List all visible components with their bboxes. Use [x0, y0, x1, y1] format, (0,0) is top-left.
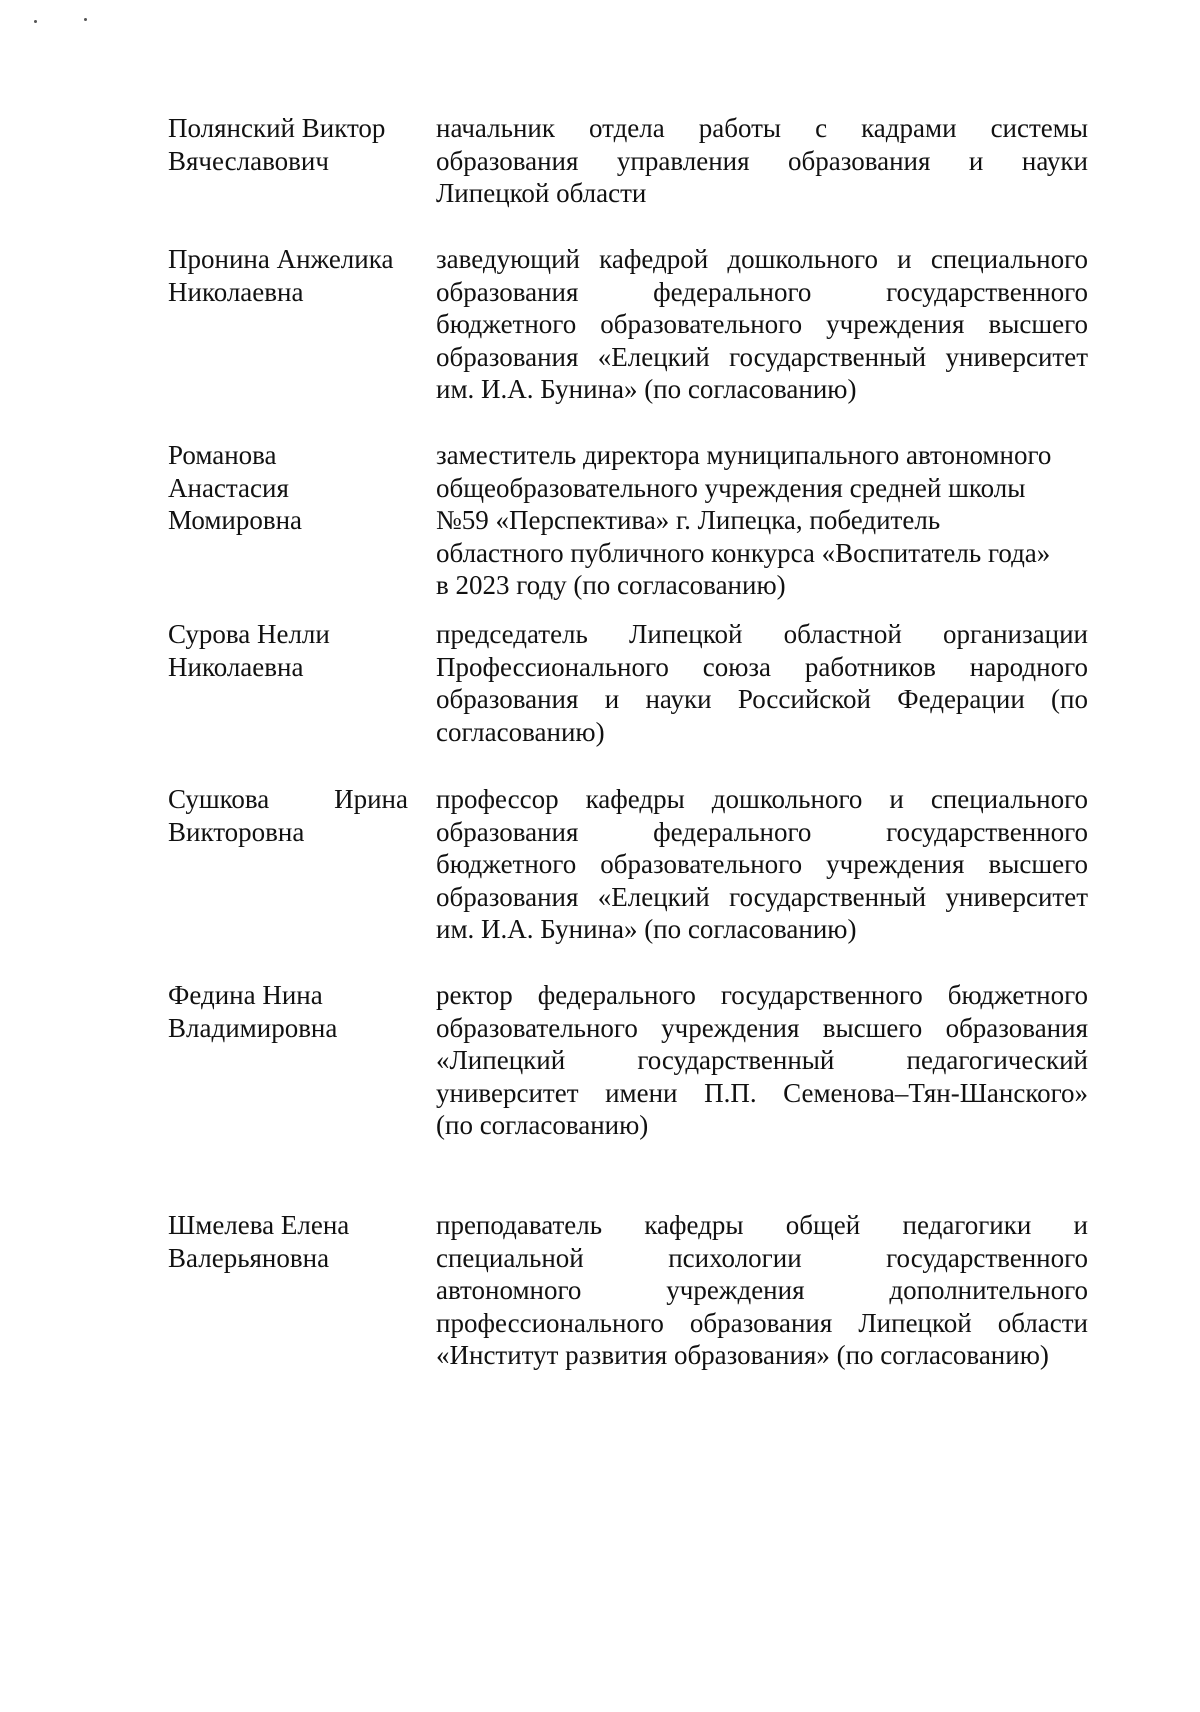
member-entry: [168, 618, 1088, 747]
position-line: председатель Липецкой областной организации: [436, 619, 1088, 649]
position-line: заведующий кафедрой дошкольного и специального: [436, 244, 1088, 274]
member-name: [168, 112, 416, 177]
member-position: [436, 439, 1088, 602]
member-name: [168, 979, 416, 1044]
member-name-line: [168, 783, 408, 816]
member-name-line: Викторовна: [168, 816, 305, 847]
member-position: [436, 112, 1088, 210]
position-line: заместитель директора муниципального автономного: [436, 440, 1052, 470]
position-line: им. И.А. Бунина» (по согласованию): [436, 914, 857, 944]
member-name: [168, 439, 416, 537]
member-name-line: Владимировна: [168, 1012, 338, 1043]
member-name-line: Валерьяновна: [168, 1242, 330, 1273]
member-entry: [168, 439, 1088, 600]
position-line: образования федерального государственного: [436, 276, 1088, 307]
member-name-line: Шмелева Елена: [168, 1210, 350, 1240]
scan-speck: [34, 20, 37, 23]
member-position: [436, 1209, 1088, 1372]
member-entry: [168, 243, 1088, 404]
member-name-line: Сурова Нелли: [168, 619, 330, 649]
position-line: профессор кафедры дошкольного и специального: [436, 784, 1088, 814]
member-position: [436, 979, 1088, 1142]
position-line: Липецкой области: [436, 178, 647, 208]
position-line: бюджетного образовательного учреждения высшего: [436, 309, 1088, 339]
position-line: «Липецкий государственный педагогический: [436, 1045, 1088, 1075]
position-line: общеобразовательного учреждения средней школы: [436, 472, 1026, 503]
position-line: образования управления образования и науки: [436, 145, 1088, 176]
position-line: образования «Елецкий государственный университет: [436, 881, 1088, 912]
position-line: «Институт развития образования» (по согласованию): [436, 1340, 1049, 1370]
member-entry: [168, 1209, 1088, 1370]
position-line: автономного учреждения дополнительного: [436, 1275, 1088, 1305]
member-position: [436, 783, 1088, 946]
position-line: начальник отдела работы с кадрами системы: [436, 113, 1088, 143]
position-line: образования и науки Российской Федерации (по: [436, 684, 1088, 714]
member-name-line: Полянский Виктор: [168, 113, 386, 143]
member-name: [168, 618, 416, 683]
position-line: специальной психологии государственного: [436, 1242, 1088, 1273]
position-line: образовательного учреждения высшего образования: [436, 1012, 1088, 1043]
member-entry: [168, 783, 1088, 944]
member-position: [436, 618, 1088, 748]
position-line: образования «Елецкий государственный университет: [436, 341, 1088, 372]
member-name-line: Пронина Анжелика: [168, 244, 394, 274]
member-first-name: Ирина: [334, 784, 408, 814]
member-entry: [168, 112, 1088, 208]
position-line: университет имени П.П. Семенова–Тян-Шанского»: [436, 1077, 1088, 1108]
position-line: Профессионального союза работников народного: [436, 651, 1088, 682]
member-name-line: Анастасия: [168, 472, 289, 503]
member-name-line: Федина Нина: [168, 980, 323, 1010]
position-line: в 2023 году (по согласованию): [436, 570, 786, 600]
position-line: №59 «Перспектива» г. Липецка, победитель: [436, 505, 941, 535]
member-entry: [168, 979, 1088, 1140]
position-line: бюджетного образовательного учреждения высшего: [436, 849, 1088, 879]
position-line: областного публичного конкурса «Воспитатель года»: [436, 537, 1051, 568]
member-name-line: Николаевна: [168, 651, 304, 682]
member-name-line: Вячеславович: [168, 145, 329, 176]
position-line: (по согласованию): [436, 1110, 649, 1140]
position-line: профессионального образования Липецкой области: [436, 1307, 1088, 1338]
member-name-line: Момировна: [168, 505, 303, 535]
position-line: образования федерального государственного: [436, 816, 1088, 847]
member-name: [168, 243, 416, 308]
member-surname: Сушкова: [168, 784, 270, 814]
scan-speck: [84, 18, 87, 21]
member-name: [168, 1209, 416, 1274]
position-line: согласованию): [436, 716, 605, 747]
member-name: [168, 783, 416, 848]
position-line: преподаватель кафедры общей педагогики и: [436, 1210, 1088, 1240]
member-name-line: Николаевна: [168, 276, 304, 307]
member-name-line: Романова: [168, 440, 277, 470]
position-line: ректор федерального государственного бюджетного: [436, 980, 1088, 1010]
member-position: [436, 243, 1088, 406]
position-line: им. И.А. Бунина» (по согласованию): [436, 374, 857, 404]
